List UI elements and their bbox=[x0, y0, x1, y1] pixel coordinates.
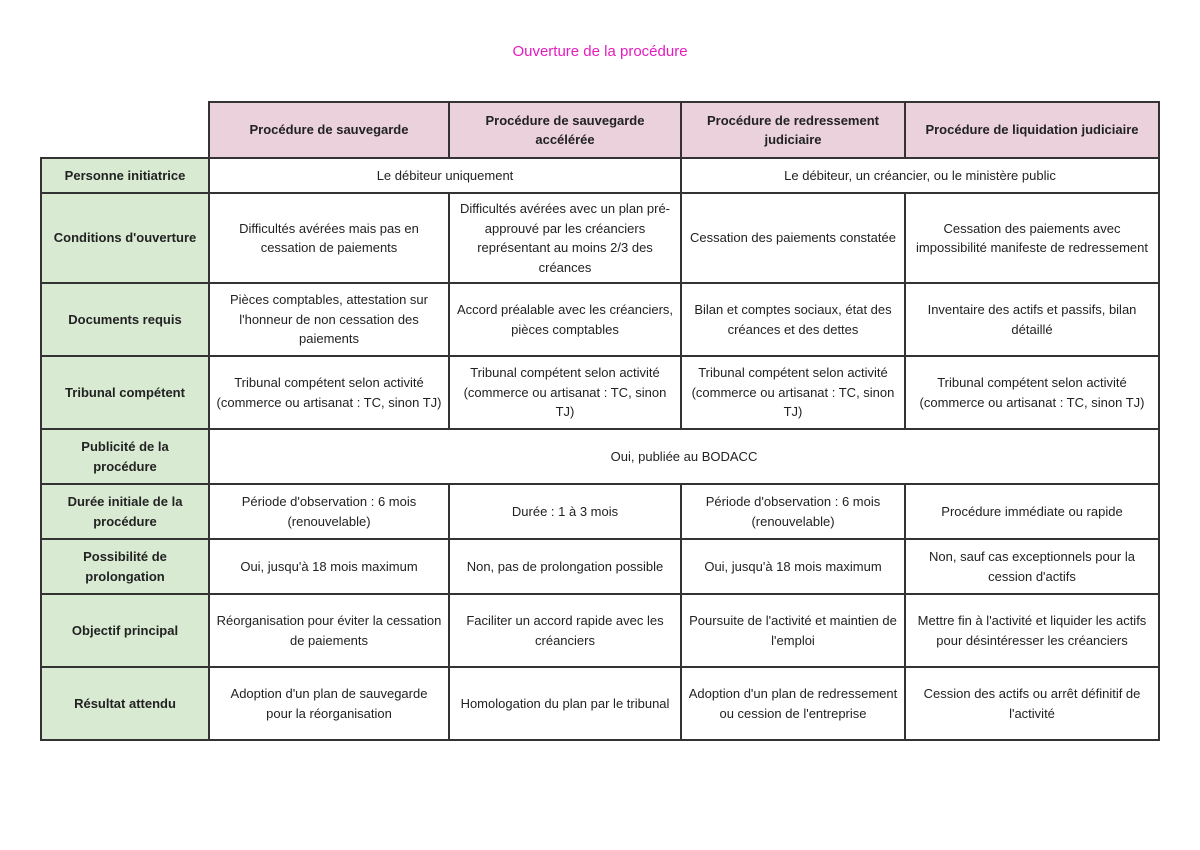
column-header-sauvegarde: Procédure de sauvegarde bbox=[209, 102, 449, 158]
table-cell: Durée : 1 à 3 mois bbox=[449, 484, 681, 539]
table-cell: Homologation du plan par le tribunal bbox=[449, 667, 681, 740]
table-cell: Période d'observation : 6 mois (renouvelable) bbox=[209, 484, 449, 539]
table-cell: Faciliter un accord rapide avec les créanciers bbox=[449, 594, 681, 667]
row-header-objectif: Objectif principal bbox=[41, 594, 209, 667]
row-header-documents: Documents requis bbox=[41, 283, 209, 356]
table-row bbox=[41, 594, 1159, 667]
row-header-prolongation: Possibilité de prolongation bbox=[41, 539, 209, 594]
table-cell: Oui, jusqu'à 18 mois maximum bbox=[681, 539, 905, 594]
row-header-personne-initiatrice: Personne initiatrice bbox=[41, 158, 209, 193]
column-header-redressement: Procédure de redressement judiciaire bbox=[681, 102, 905, 158]
table-row bbox=[41, 667, 1159, 740]
table-cell: Non, pas de prolongation possible bbox=[449, 539, 681, 594]
row-header-tribunal: Tribunal compétent bbox=[41, 356, 209, 429]
column-header-sauvegarde-acceleree: Procédure de sauvegarde accélérée bbox=[449, 102, 681, 158]
table-cell: Cessation des paiements constatée bbox=[681, 193, 905, 283]
procedure-comparison-table bbox=[40, 101, 1160, 741]
table-row bbox=[41, 356, 1159, 429]
table-row bbox=[41, 193, 1159, 283]
row-header-duree: Durée initiale de la procédure bbox=[41, 484, 209, 539]
table-cell: Mettre fin à l'activité et liquider les actifs pour désintéresser les créanciers bbox=[905, 594, 1159, 667]
table-cell: Pièces comptables, attestation sur l'honneur de non cessation des paiements bbox=[209, 283, 449, 356]
row-header-resultat: Résultat attendu bbox=[41, 667, 209, 740]
table-cell: Cession des actifs ou arrêt définitif de l'activité bbox=[905, 667, 1159, 740]
table-cell: Réorganisation pour éviter la cessation de paiements bbox=[209, 594, 449, 667]
table-cell: Bilan et comptes sociaux, état des créances et des dettes bbox=[681, 283, 905, 356]
table-cell: Tribunal compétent selon activité (commerce ou artisanat : TC, sinon TJ) bbox=[209, 356, 449, 429]
table-cell: Tribunal compétent selon activité (commerce ou artisanat : TC, sinon TJ) bbox=[905, 356, 1159, 429]
table-row bbox=[41, 158, 1159, 193]
table-row bbox=[41, 539, 1159, 594]
table-cell: Procédure immédiate ou rapide bbox=[905, 484, 1159, 539]
corner-cell bbox=[41, 102, 209, 158]
row-header-conditions: Conditions d'ouverture bbox=[41, 193, 209, 283]
table-cell: Oui, jusqu'à 18 mois maximum bbox=[209, 539, 449, 594]
table-cell: Accord préalable avec les créanciers, pièces comptables bbox=[449, 283, 681, 356]
table-row bbox=[41, 484, 1159, 539]
table-header-row bbox=[41, 102, 1159, 158]
table-cell: Poursuite de l'activité et maintien de l'emploi bbox=[681, 594, 905, 667]
table-cell: Tribunal compétent selon activité (commerce ou artisanat : TC, sinon TJ) bbox=[449, 356, 681, 429]
table-cell: Le débiteur, un créancier, ou le ministère public bbox=[681, 158, 1159, 193]
page-title: Ouverture de la procédure bbox=[512, 43, 688, 60]
column-header-liquidation: Procédure de liquidation judiciaire bbox=[905, 102, 1159, 158]
table-cell: Adoption d'un plan de redressement ou cession de l'entreprise bbox=[681, 667, 905, 740]
table-cell: Cessation des paiements avec impossibilité manifeste de redressement bbox=[905, 193, 1159, 283]
table-row bbox=[41, 429, 1159, 484]
table-cell: Non, sauf cas exceptionnels pour la cession d'actifs bbox=[905, 539, 1159, 594]
table-cell: Période d'observation : 6 mois (renouvelable) bbox=[681, 484, 905, 539]
table-cell: Tribunal compétent selon activité (commerce ou artisanat : TC, sinon TJ) bbox=[681, 356, 905, 429]
row-header-publicite: Publicité de la procédure bbox=[41, 429, 209, 484]
table-row bbox=[41, 283, 1159, 356]
table-cell: Oui, publiée au BODACC bbox=[209, 429, 1159, 484]
table-cell: Le débiteur uniquement bbox=[209, 158, 681, 193]
table-cell: Difficultés avérées mais pas en cessation de paiements bbox=[209, 193, 449, 283]
table-cell: Inventaire des actifs et passifs, bilan détaillé bbox=[905, 283, 1159, 356]
table-cell: Adoption d'un plan de sauvegarde pour la réorganisation bbox=[209, 667, 449, 740]
table-cell: Difficultés avérées avec un plan pré-approuvé par les créanciers représentant au moins 2/3 des créances bbox=[449, 193, 681, 283]
